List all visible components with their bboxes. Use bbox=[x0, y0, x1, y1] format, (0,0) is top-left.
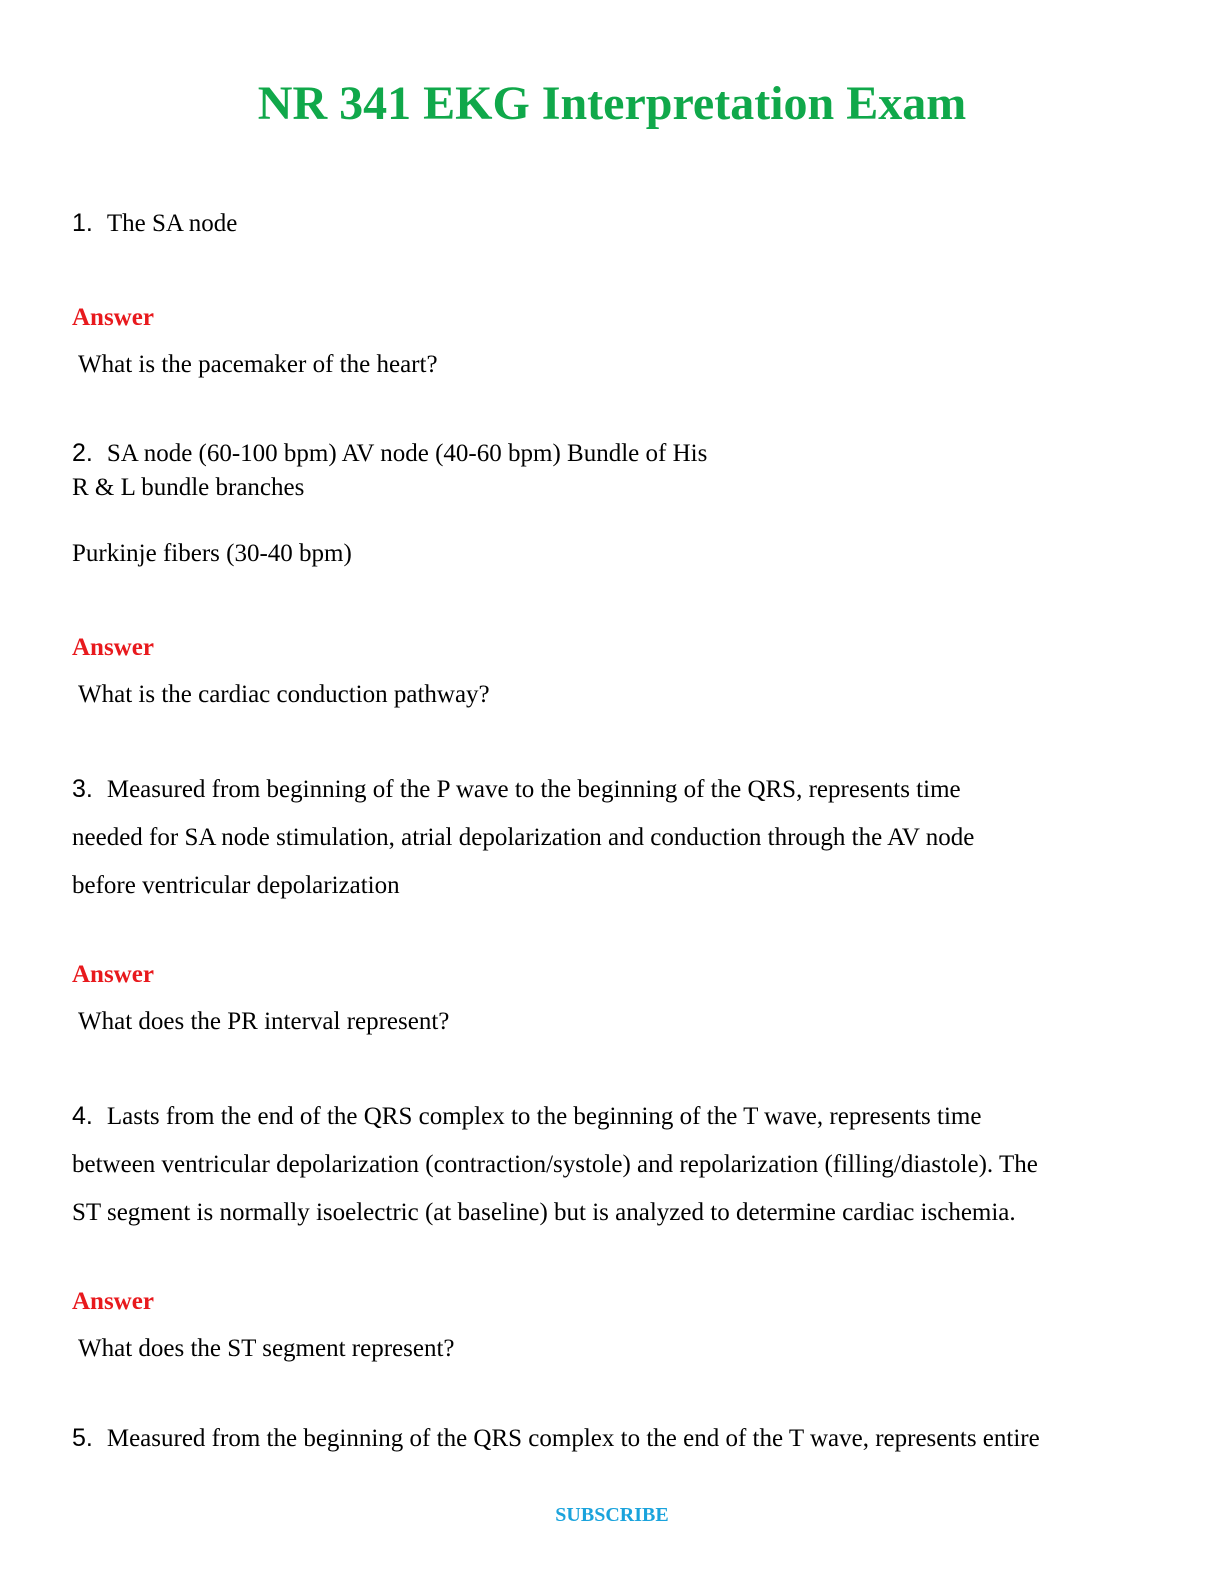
subscribe-link[interactable]: SUBSCRIBE bbox=[555, 1504, 669, 1526]
question-text: SA node (60-100 bpm) AV node (40-60 bpm) Bundle of His bbox=[106, 440, 708, 467]
question-text: Purkinje fibers (30-40 bpm) bbox=[72, 540, 352, 567]
question-text: R & L bundle branches bbox=[72, 474, 305, 501]
question-text: needed for SA node stimulation, atrial depolarization and conduction through the AV node bbox=[72, 824, 975, 851]
question-4 bbox=[72, 1092, 1144, 1237]
question-2 bbox=[72, 436, 1144, 571]
answer-label: Answer bbox=[72, 1288, 154, 1315]
question-number: 4. bbox=[72, 1102, 93, 1130]
question-3 bbox=[72, 765, 1144, 910]
question-text: ST segment is normally isoelectric (at baseline) but is analyzed to determine cardiac ischemia. bbox=[72, 1199, 1016, 1226]
answer-text: What is the cardiac conduction pathway? bbox=[78, 681, 490, 708]
question-text: Lasts from the end of the QRS complex to the beginning of the T wave, represents time bbox=[106, 1103, 982, 1130]
answer-label: Answer bbox=[72, 961, 154, 988]
question-number: 1. bbox=[72, 209, 93, 237]
question-5 bbox=[72, 1418, 1144, 1459]
question-number: 5. bbox=[72, 1424, 93, 1452]
question-1 bbox=[72, 206, 1144, 241]
question-text: Measured from beginning of the P wave to the beginning of the QRS, represents time bbox=[106, 776, 961, 803]
answer-text: What does the PR interval represent? bbox=[78, 1008, 450, 1035]
answer-text: What does the ST segment represent? bbox=[78, 1335, 455, 1362]
question-text: The SA node bbox=[106, 210, 238, 237]
question-number: 3. bbox=[72, 775, 93, 803]
question-text: before ventricular depolarization bbox=[72, 872, 400, 899]
answer-text: What is the pacemaker of the heart? bbox=[78, 351, 438, 378]
question-text: Measured from the beginning of the QRS complex to the end of the T wave, represents entire bbox=[106, 1425, 1040, 1452]
answer-label: Answer bbox=[72, 634, 154, 661]
page-title: NR 341 EKG Interpretation Exam bbox=[257, 77, 967, 130]
question-number: 2. bbox=[72, 439, 93, 467]
question-text: between ventricular depolarization (contraction/systole) and repolarization (filling/diastole). The bbox=[72, 1151, 1038, 1178]
answer-label: Answer bbox=[72, 304, 154, 331]
